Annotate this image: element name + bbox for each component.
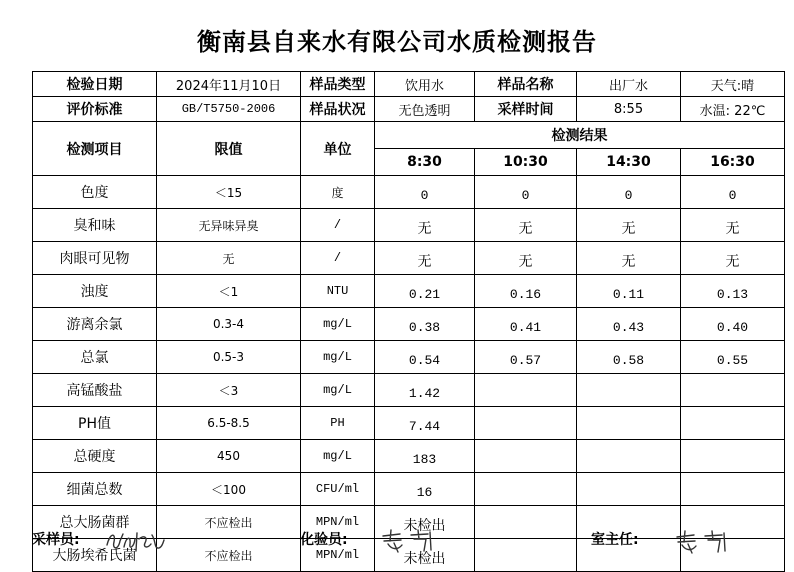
unit-column-header: 单位 xyxy=(301,122,375,176)
item-cell: PH值 xyxy=(33,407,157,440)
time-header: 10:30 xyxy=(475,149,577,176)
item-cell: 臭和味 xyxy=(33,209,157,242)
result-cell: 0.41 xyxy=(475,308,577,341)
result-cell: 0.38 xyxy=(375,308,475,341)
item-cell: 总硬度 xyxy=(33,440,157,473)
inspection-date-label: 检验日期 xyxy=(33,72,157,97)
limit-cell: 0.5-3 xyxy=(157,341,301,374)
director-label: 室主任: xyxy=(591,532,639,548)
result-cell xyxy=(681,374,785,407)
result-cell xyxy=(577,473,681,506)
result-cell xyxy=(577,374,681,407)
weather-value: 天气:晴 xyxy=(681,72,785,97)
info-row-1 xyxy=(33,72,785,97)
result-cell: 无 xyxy=(475,209,577,242)
result-cell: 未检出 xyxy=(375,539,475,572)
sample-condition-value: 无色透明 xyxy=(375,97,475,122)
result-cell xyxy=(681,473,785,506)
result-cell: 0 xyxy=(577,176,681,209)
director-signature xyxy=(672,527,732,555)
report-title: 衡南县自来水有限公司水质检测报告 xyxy=(197,28,597,56)
unit-cell: PH xyxy=(301,407,375,440)
result-cell: 0.43 xyxy=(577,308,681,341)
limit-cell: 0.3-4 xyxy=(157,308,301,341)
limit-cell: 无 xyxy=(157,242,301,275)
limit-cell: 450 xyxy=(157,440,301,473)
item-cell: 总大肠菌群 xyxy=(33,506,157,539)
result-cell: 未检出 xyxy=(375,506,475,539)
limit-cell: ＜3 xyxy=(157,374,301,407)
result-cell: 无 xyxy=(475,242,577,275)
item-cell: 游离余氯 xyxy=(33,308,157,341)
result-cell: 183 xyxy=(375,440,475,473)
result-cell: 无 xyxy=(577,209,681,242)
unit-cell: mg/L xyxy=(301,341,375,374)
sampler-signature xyxy=(104,527,166,555)
report-table xyxy=(32,71,785,572)
limit-cell: ＜100 xyxy=(157,473,301,506)
item-cell: 色度 xyxy=(33,176,157,209)
result-cell xyxy=(681,440,785,473)
item-cell: 细菌总数 xyxy=(33,473,157,506)
unit-cell: NTU xyxy=(301,275,375,308)
sampling-time-label: 采样时间 xyxy=(475,97,577,122)
result-cell: 无 xyxy=(577,242,681,275)
table-row xyxy=(33,275,785,308)
tester-signature xyxy=(378,526,438,554)
item-cell: 浊度 xyxy=(33,275,157,308)
limit-cell: 不应检出 xyxy=(157,506,301,539)
sample-type-value: 饮用水 xyxy=(375,72,475,97)
result-cell: 无 xyxy=(681,209,785,242)
table-row xyxy=(33,440,785,473)
table-row xyxy=(33,407,785,440)
limit-cell: 不应检出 xyxy=(157,539,301,572)
table-row xyxy=(33,473,785,506)
result-cell xyxy=(475,407,577,440)
standard-label: 评价标准 xyxy=(33,97,157,122)
result-cell xyxy=(475,440,577,473)
sampling-time-value: 8:55 xyxy=(577,97,681,122)
table-row xyxy=(33,341,785,374)
time-header: 14:30 xyxy=(577,149,681,176)
sampler-label: 采样员: xyxy=(32,532,80,548)
result-cell: 0.11 xyxy=(577,275,681,308)
unit-cell: / xyxy=(301,209,375,242)
results-header-row xyxy=(33,122,785,149)
unit-cell: MPN/ml xyxy=(301,506,375,539)
result-cell xyxy=(475,473,577,506)
result-cell: 0 xyxy=(375,176,475,209)
unit-cell: mg/L xyxy=(301,308,375,341)
result-cell: 0.16 xyxy=(475,275,577,308)
sample-condition-label: 样品状况 xyxy=(301,97,375,122)
sample-name-label: 样品名称 xyxy=(475,72,577,97)
sample-name-value: 出厂水 xyxy=(577,72,681,97)
result-cell: 0.55 xyxy=(681,341,785,374)
result-cell: 0 xyxy=(681,176,785,209)
result-cell: 0.21 xyxy=(375,275,475,308)
tester-label: 化验员: xyxy=(300,532,348,548)
sample-type-label: 样品类型 xyxy=(301,72,375,97)
result-cell: 无 xyxy=(375,209,475,242)
limit-cell: 无异味异臭 xyxy=(157,209,301,242)
table-row xyxy=(33,308,785,341)
result-cell: 1.42 xyxy=(375,374,475,407)
result-cell xyxy=(577,407,681,440)
result-cell xyxy=(681,407,785,440)
item-cell: 总氯 xyxy=(33,341,157,374)
result-cell: 0.58 xyxy=(577,341,681,374)
time-header: 8:30 xyxy=(375,149,475,176)
result-cell xyxy=(475,506,577,539)
result-cell: 0 xyxy=(475,176,577,209)
inspection-date-value: 2024年11月10日 xyxy=(157,72,301,97)
limit-cell: 6.5-8.5 xyxy=(157,407,301,440)
standard-value: GB/T5750-2006 xyxy=(157,97,301,122)
unit-cell: CFU/ml xyxy=(301,473,375,506)
result-cell xyxy=(577,440,681,473)
limit-cell: ＜1 xyxy=(157,275,301,308)
item-cell: 高锰酸盐 xyxy=(33,374,157,407)
result-cell: 0.57 xyxy=(475,341,577,374)
unit-cell: / xyxy=(301,242,375,275)
unit-cell: mg/L xyxy=(301,374,375,407)
limit-column-header: 限值 xyxy=(157,122,301,176)
result-cell: 0.13 xyxy=(681,275,785,308)
result-cell: 16 xyxy=(375,473,475,506)
result-cell xyxy=(475,374,577,407)
item-column-header: 检测项目 xyxy=(33,122,157,176)
results-column-header: 检测结果 xyxy=(375,122,785,149)
unit-cell: 度 xyxy=(301,176,375,209)
item-cell: 肉眼可见物 xyxy=(33,242,157,275)
result-cell: 7.44 xyxy=(375,407,475,440)
result-cell: 0.40 xyxy=(681,308,785,341)
result-cell: 0.54 xyxy=(375,341,475,374)
info-row-2 xyxy=(33,97,785,122)
table-row xyxy=(33,242,785,275)
item-cell: 大肠埃希氏菌 xyxy=(33,539,157,572)
unit-cell: MPN/ml xyxy=(301,539,375,572)
unit-cell: mg/L xyxy=(301,440,375,473)
result-cell: 无 xyxy=(681,242,785,275)
table-row xyxy=(33,374,785,407)
table-row xyxy=(33,176,785,209)
time-header: 16:30 xyxy=(681,149,785,176)
limit-cell: ＜15 xyxy=(157,176,301,209)
water-temp-value: 水温: 22℃ xyxy=(681,97,785,122)
result-cell: 无 xyxy=(375,242,475,275)
table-row xyxy=(33,209,785,242)
